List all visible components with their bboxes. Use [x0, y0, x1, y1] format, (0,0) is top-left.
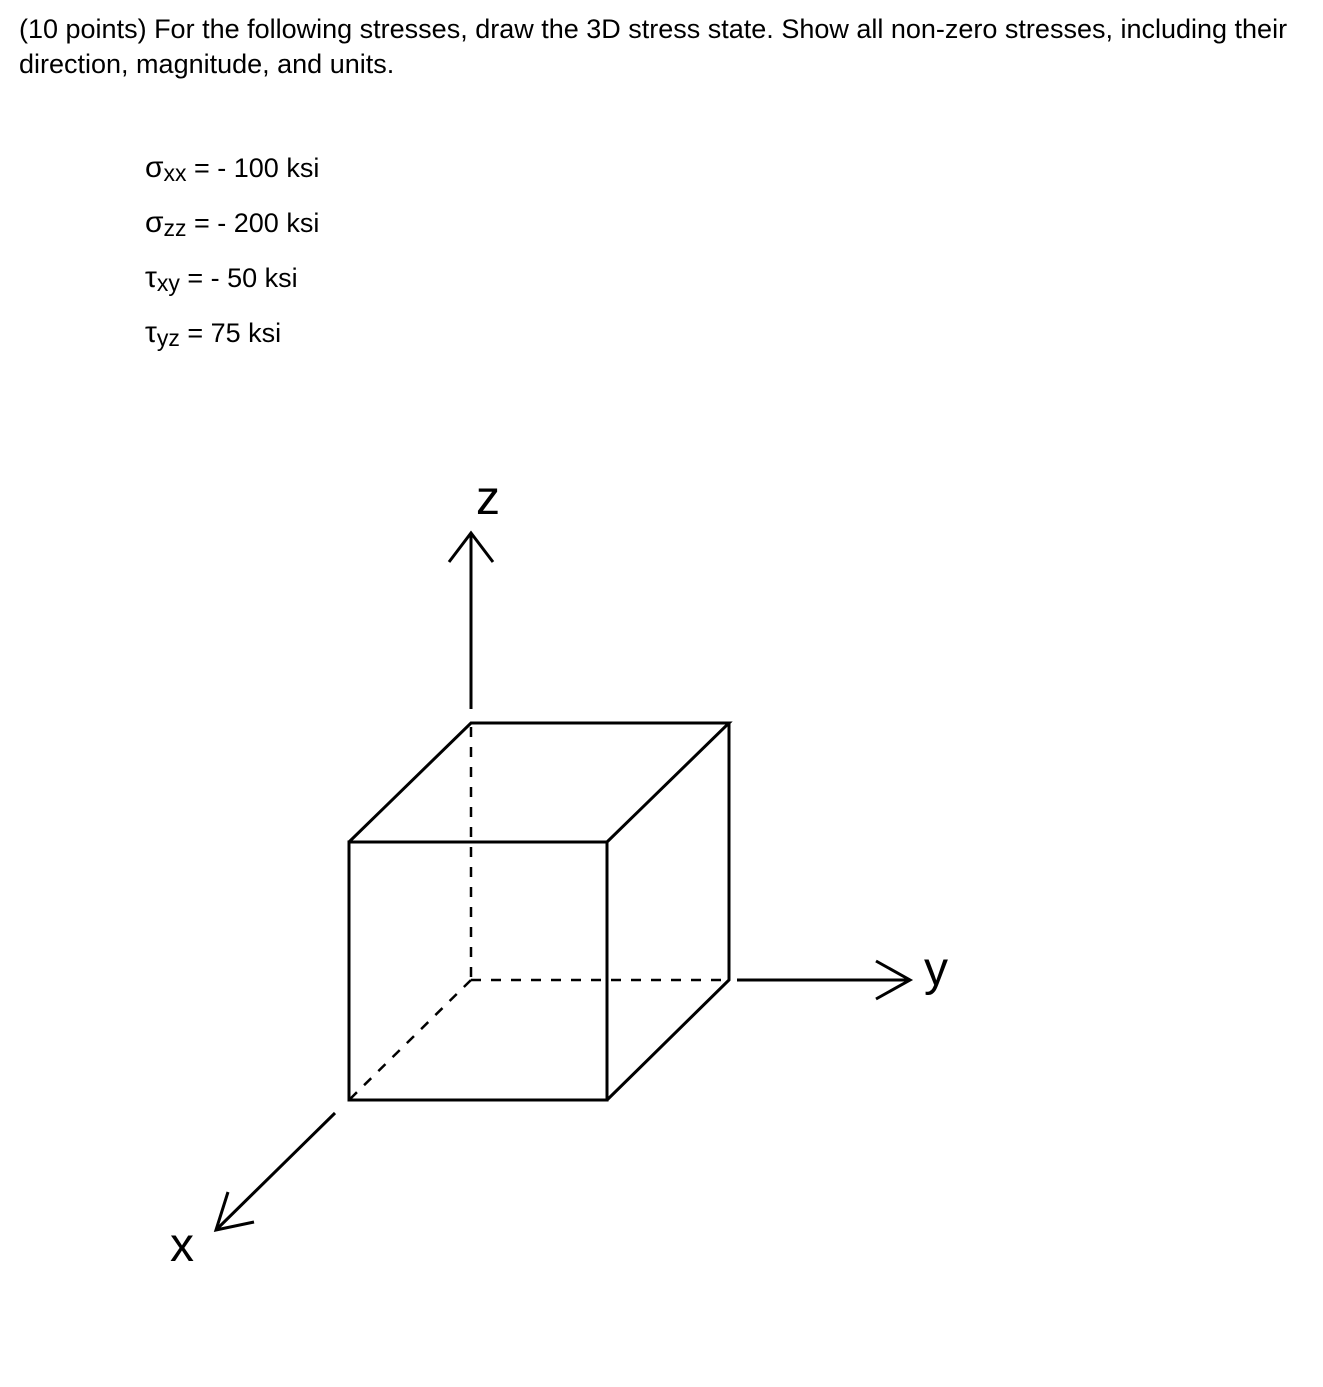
stress-subscript: xx — [163, 160, 187, 186]
cube-right-face — [607, 723, 729, 1100]
hidden-edges — [349, 727, 729, 1100]
y-axis-label: y — [924, 943, 948, 996]
hidden-edge-diagonal — [349, 980, 471, 1100]
stress-value: = - 100 ksi — [186, 153, 320, 183]
stress-value: = - 200 ksi — [186, 208, 320, 238]
cube-top-face — [349, 723, 729, 842]
z-axis-label: z — [476, 472, 500, 525]
stress-subscript: xy — [156, 270, 180, 296]
stress-symbol: τ — [145, 316, 157, 349]
stress-subscript: zz — [163, 215, 187, 241]
stress-value: = 75 ksi — [179, 318, 282, 348]
stress-subscript: yz — [156, 325, 180, 351]
stress-symbol: τ — [145, 261, 157, 294]
x-axis-label: x — [170, 1219, 194, 1272]
stress-value: = - 50 ksi — [179, 263, 298, 293]
stress-symbol: σ — [145, 151, 164, 184]
stress-symbol: σ — [145, 206, 164, 239]
x-axis-line — [216, 1113, 335, 1230]
question-text: (10 points) For the following stresses, draw the 3D stress state. Show all non-zero stresses, including their direction, magnitude, and units. — [19, 14, 1288, 79]
cube-front-face — [349, 842, 607, 1100]
